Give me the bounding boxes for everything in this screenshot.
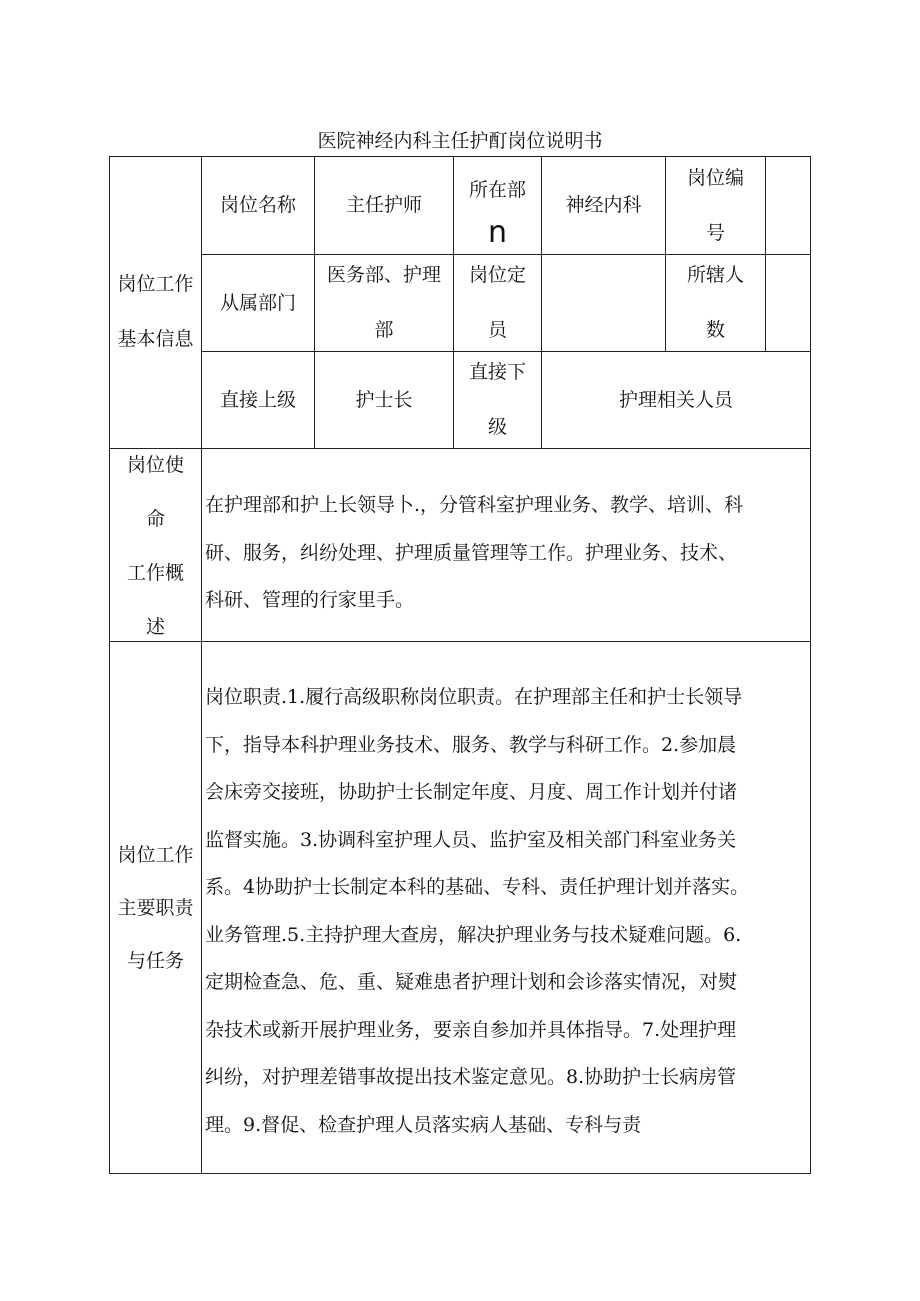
mission-text bbox=[205, 482, 805, 625]
duties-line: 下，指导本科护理业务技术、服务、教学与科研工作。2.参加晨 bbox=[205, 733, 737, 756]
post-quota-value bbox=[542, 255, 665, 351]
staff-count-value bbox=[766, 255, 810, 351]
direct-superior-label: 直接上级 bbox=[219, 388, 296, 411]
duties-line: 会床旁交接班，协助护士长制定年度、月度、周工作计划并付诸 bbox=[205, 781, 738, 803]
duties-line: 监督实施。3.协调科室护理人员、监护室及相关部门科室业务关 bbox=[205, 828, 737, 851]
direct-subordinate-label: 直接下 级 bbox=[468, 361, 526, 438]
staff-count-label: 所辖人 数 bbox=[686, 264, 744, 341]
post-quota-label: 岗位定 员 bbox=[468, 264, 526, 341]
parent-department-label: 从属部门 bbox=[219, 291, 296, 314]
post-name-label: 岗位名称 bbox=[219, 194, 296, 216]
duties-line: 定期检查急、危、重、疑难患者护理计划和会诊落实情况，对熨 bbox=[205, 971, 738, 993]
post-code-label: 岗位编 号 bbox=[686, 166, 744, 244]
direct-subordinate-value: 护理相关人员 bbox=[618, 388, 733, 411]
mission-section-label: 岗位使 命 工作概 述 bbox=[126, 453, 184, 638]
mission-line: 在护理部和护上长领导卜.，分管科室护理业务、教学、培训、科 bbox=[205, 494, 744, 516]
mission-line: 研、服务，纠纷处理、护理质量管理等工作。护理业务、技术、 bbox=[205, 541, 738, 564]
duties-line: 杂技术或新开展护理业务，要亲自参加并具体指导。7.处理护理 bbox=[205, 1018, 737, 1041]
department-label: 所在部 n bbox=[468, 179, 526, 250]
page-title: 医院神经内科主任护酊岗位说明书 bbox=[317, 130, 603, 152]
post-name-value: 主任护师 bbox=[345, 194, 422, 216]
mission-line: 科研、管理的行家里手。 bbox=[205, 589, 415, 611]
basic-info-section-label: 岗位工作 基本信息 bbox=[117, 273, 194, 350]
post-code-value bbox=[766, 157, 810, 254]
direct-superior-value: 护士长 bbox=[355, 388, 413, 411]
duties-section-label: 岗位工作 主要职责 与任务 bbox=[117, 844, 194, 972]
department-value: 神经内科 bbox=[565, 194, 642, 216]
duties-line: 业务管理.5.主持护理大查房，解决护理业务与技术疑难问题。6. bbox=[205, 923, 742, 946]
duties-line: 系。4协助护士长制定本科的基础、专科、责任护理计划并落实。 bbox=[205, 876, 750, 898]
duties-line: 理。9.督促、检查护理人员落实病人基础、专科与责 bbox=[205, 1113, 642, 1136]
duties-text bbox=[205, 674, 805, 1149]
duties-line: 纠纷，对护理差错事故提出技术鉴定意见。8.协助护士长病房管 bbox=[205, 1066, 737, 1088]
duties-line: 岗位职责.1.履行高级职称岗位职责。在护理部主任和护士长领导 bbox=[205, 686, 743, 708]
parent-department-value: 医务部、护理 部 bbox=[326, 264, 441, 341]
